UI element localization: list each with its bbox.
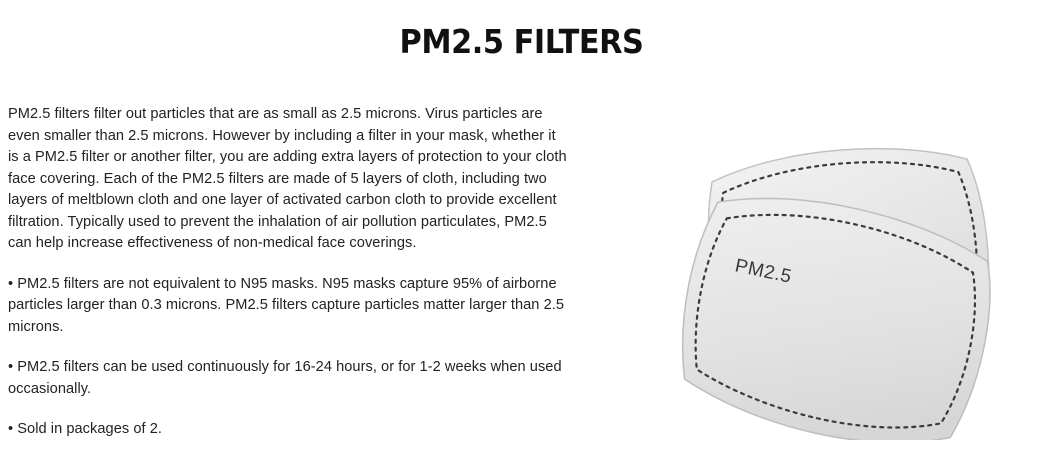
page-title: PM2.5 FILTERS [399, 22, 644, 61]
paragraph-usage-duration: • PM2.5 filters can be used continuously for 16-24 hours, or for 1-2 weeks when used occasionally. [8, 359, 562, 397]
paragraph-n95-comparison: • PM2.5 filters are not equivalent to N95 masks. N95 masks capture 95% of airborne particles larger than 0.3 microns. PM2.5 filters capture particles matter larger than 2.5 microns. [8, 275, 565, 335]
description-text-column [8, 104, 568, 441]
paragraph-intro: PM2.5 filters filter out particles that are as small as 2.5 microns. Virus particles are even smaller than 2.5 microns. However by including a filter in your mask, whether it is a PM2.5 filter or another filter, you are adding extra layers of protection to your cloth face covering. Each of the PM2.5 filters are made of 5 layers of cloth, including two layers of meltblown cloth and one layer of activated carbon cloth to provide excellent filtration. Typically used to prevent the inhalation of air pollution particulates, PM2.5 can help increase effectiveness of non-medical face coverings. [8, 106, 567, 251]
pm25-filter-image [660, 110, 1040, 440]
paragraph-package-quantity: • Sold in packages of 2. [8, 421, 162, 437]
filter-front-label: PM2.5 [733, 255, 794, 288]
